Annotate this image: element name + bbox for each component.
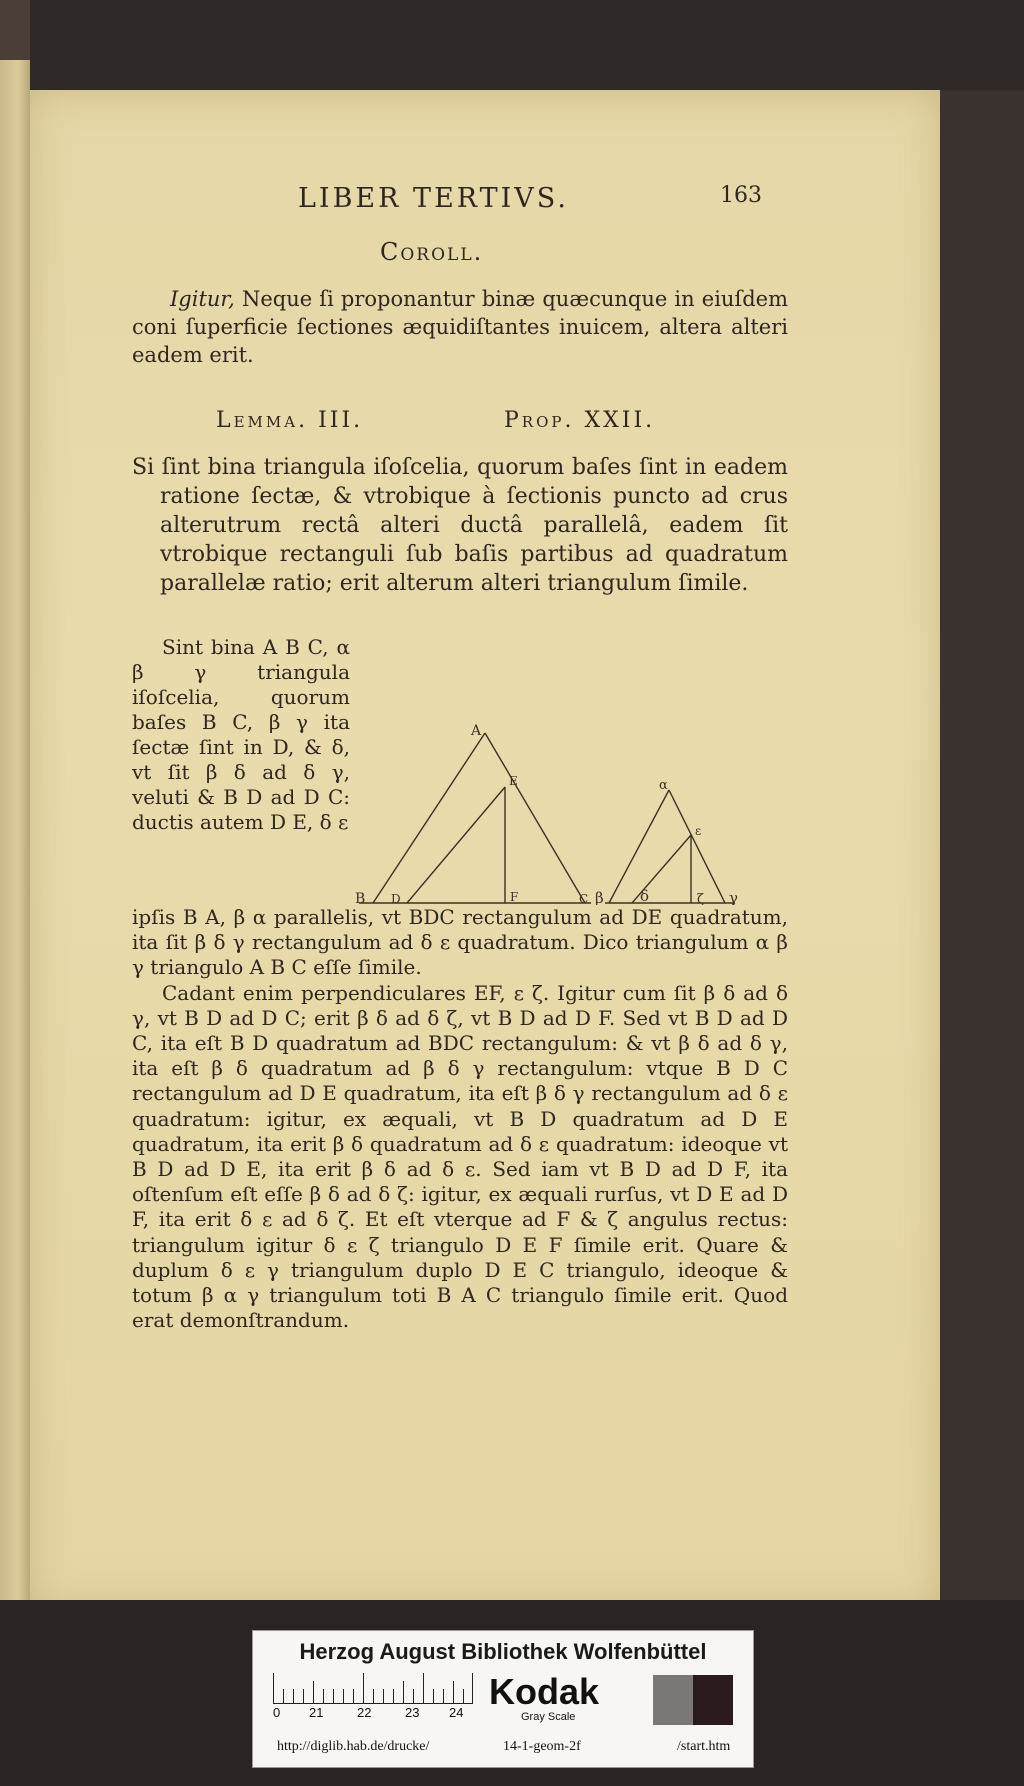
kodak-logo: Kodak (489, 1671, 600, 1712)
library-name: Herzog August Bibliothek Wolfenbüttel (299, 1639, 707, 1664)
line-AC (485, 733, 585, 903)
corollary-lead-word: Igitur, (170, 287, 235, 311)
page-number: 163 (720, 183, 762, 208)
source-url: http://diglib.hab.de/drucke/ (277, 1739, 430, 1754)
ruler-label: 22 (357, 1705, 372, 1720)
proof-paragraph-1: ipſis B A, β α parallelis, vt BDC rectangulum ad DE quadratum, ita ſit β δ γ rectangulum ad δ ε quadratum. Dico triangulum α β γ triangulo A B C eſſe ſimile. (132, 905, 788, 980)
label-gamma: γ (729, 889, 738, 905)
proposition-heading: Prop. XXII. (504, 408, 656, 433)
line-beta-alpha (609, 790, 669, 903)
label-C: C (579, 892, 589, 905)
call-number: 14-1-geom-2f (503, 1739, 581, 1754)
line-alpha-gamma (669, 790, 725, 903)
scale-ruler (273, 1673, 473, 1704)
line-DE (407, 787, 505, 903)
start-page: /start.htm (677, 1739, 731, 1754)
label-D: D (391, 892, 401, 905)
proof-paragraph-2: Cadant enim perpendiculares EF, ε ζ. Igitur cum ſit β δ ad δ γ, vt B D ad D C; erit β δ ad δ ζ, vt B D ad D F. Sed vt B D ad D C, ita eſt B D quadratum ad BDC rectangulum: & vt β δ ad δ γ, ita eſt β δ quadratum ad β δ γ rectangulum: vtque B D C rectangulum ad D E quadratum, ita eſt β δ γ rectangulum ad δ ε quadratum: igitur, ex æquali, vt B D quadratum ad D E quadratum, ita erit β δ quadratum ad δ ε quadratum: ideoque vt B D ad D E, ita erit β δ ad δ ε. Sed iam vt B D ad D F, ita oſtenſum eſt eſſe β δ ad δ ζ: igitur, ex æquali rurſus, vt D E ad D F, ita erit δ ε ad δ ζ. Et eſt vterque ad F & ζ angulus rectus: triangulum igitur δ ε ζ triangulo D E F ſimile erit. Quare & duplum δ ε γ triangulum duplo D E C triangulo, ideoque & totum β α γ triangulum toti B A C triangulo ſimile erit. Quod erat demonſtrandum. (132, 980, 788, 1333)
ruler-label: 24 (449, 1705, 464, 1720)
scan-color-bar (252, 1630, 754, 1768)
label-beta: β (595, 889, 604, 905)
ruler-label: 21 (309, 1705, 324, 1720)
corollary-text (132, 285, 788, 369)
label-zeta: ζ (697, 892, 705, 905)
dark-patch (693, 1675, 733, 1725)
ruler-label: 23 (405, 1705, 420, 1720)
left-page-edge (0, 60, 30, 1600)
triangles-diagram (355, 635, 785, 905)
proof-body (132, 905, 788, 1333)
running-head: LIBER TERTIVS. (298, 183, 569, 214)
label-epsilon: ε (695, 824, 702, 838)
proof-opening: Sint bina A B C, α β γ triangula iſoſcelia, quorum baſes B C, β γ ita ſectæ ſint in D, & δ, vt ſit β δ ad δ γ, veluti & B D ad D C: ductis autem D E, δ ε (132, 635, 350, 834)
lemma-heading: Lemma. III. (216, 408, 364, 433)
book-page (30, 90, 940, 1610)
proposition-enunciation: Si ſint bina triangula iſoſcelia, quorum baſes ſint in eadem ratione ſectæ, & vtrobique à ſectionis puncto ad crus alterutrum rectâ alteri ductâ parallelâ, eadem ſit vtrobique rectanguli ſub baſis partibus ad quadratum parallelæ ratio; erit alterum alteri triangulum ſimile. (132, 455, 788, 596)
gray-patch (653, 1675, 693, 1725)
label-B: B (355, 891, 366, 905)
label-A: A (471, 723, 482, 739)
label-delta: δ (640, 887, 650, 905)
corollary-heading: Coroll. (380, 238, 484, 266)
ruler-label: 0 (273, 1705, 281, 1720)
label-alpha: α (659, 778, 668, 793)
scan-backdrop-top (0, 0, 1024, 90)
show-through-text (160, 1375, 760, 1401)
label-F: F (510, 890, 519, 904)
gray-scale-label: Gray Scale (521, 1711, 576, 1723)
corollary-body: Neque ſi proponantur binæ quæcunque in eiuſdem coni ſuperficie ſectiones æquidiſtantes inuicem, altera alteri eadem erit. (132, 287, 788, 367)
label-E: E (509, 774, 518, 788)
